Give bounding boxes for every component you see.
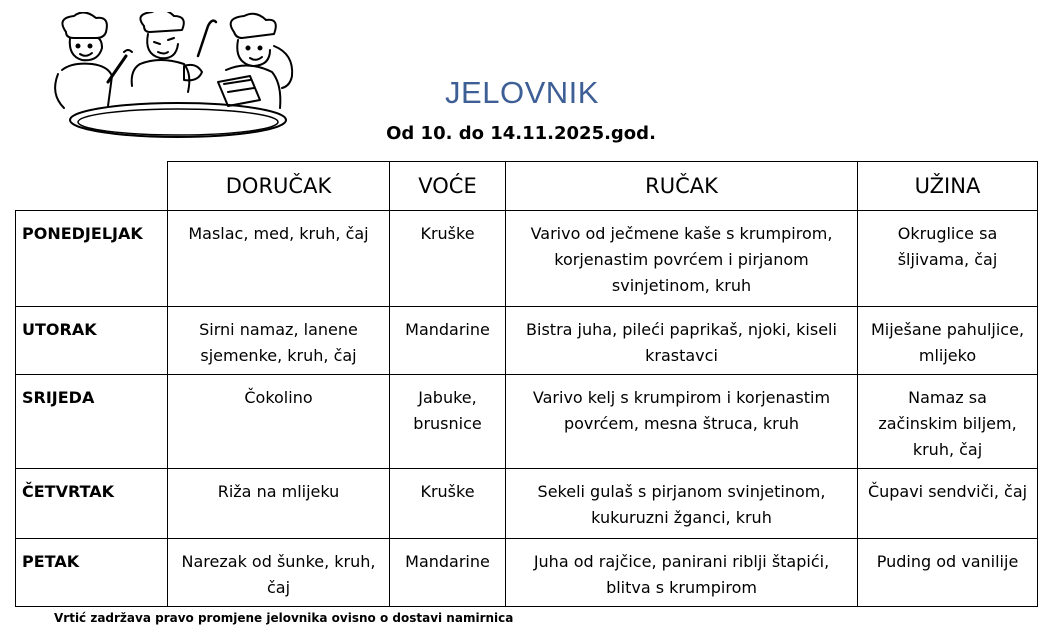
rucak-cell: Varivo od ječmene kaše s krumpirom, korjenastim povrćem i pirjanom svinjetinom, kruh: [506, 211, 858, 307]
day-cell: UTORAK: [16, 307, 168, 375]
corner-cell: [16, 162, 168, 211]
column-header-voce: VOĆE: [390, 162, 506, 211]
day-cell: SRIJEDA: [16, 375, 168, 469]
page-title: JELOVNIK: [445, 75, 599, 110]
dorucak-cell: Sirni namaz, lanene sjemenke, kruh, čaj: [168, 307, 390, 375]
column-header-dorucak: DORUČAK: [168, 162, 390, 211]
table-row: [16, 307, 1038, 375]
voce-cell: Mandarine: [390, 539, 506, 607]
dorucak-cell: Maslac, med, kruh, čaj: [168, 211, 390, 307]
column-header-uzina: UŽINA: [858, 162, 1038, 211]
voce-cell: Mandarine: [390, 307, 506, 375]
voce-cell: Jabuke, brusnice: [390, 375, 506, 469]
uzina-cell: Puding od vanilije: [858, 539, 1038, 607]
rucak-cell: Juha od rajčice, panirani riblji štapići, blitva s krumpirom: [506, 539, 858, 607]
table-row: [16, 539, 1038, 607]
date-range: Od 10. do 14.11.2025.god.: [386, 123, 656, 144]
table-row: [16, 375, 1038, 469]
rucak-cell: Varivo kelj s krumpirom i korjenastim povrćem, mesna štruca, kruh: [506, 375, 858, 469]
uzina-cell: Namaz sa začinskim biljem, kruh, čaj: [858, 375, 1038, 469]
header-row: [16, 162, 1038, 211]
dorucak-cell: Čokolino: [168, 375, 390, 469]
voce-cell: Kruške: [390, 469, 506, 539]
rucak-cell: Sekeli gulaš s pirjanom svinjetinom, kukuruzni žganci, kruh: [506, 469, 858, 539]
day-cell: ČETVRTAK: [16, 469, 168, 539]
table-row: [16, 469, 1038, 539]
rucak-cell: Bistra juha, pileći paprikaš, njoki, kiseli krastavci: [506, 307, 858, 375]
chefs-illustration: [48, 12, 310, 144]
table-row: [16, 211, 1038, 307]
dorucak-cell: Riža na mlijeku: [168, 469, 390, 539]
dorucak-cell: Narezak od šunke, kruh, čaj: [168, 539, 390, 607]
column-header-rucak: RUČAK: [506, 162, 858, 211]
day-cell: PONEDJELJAK: [16, 211, 168, 307]
voce-cell: Kruške: [390, 211, 506, 307]
uzina-cell: Miješane pahuljice, mlijeko: [858, 307, 1038, 375]
uzina-cell: Okruglice sa šljivama, čaj: [858, 211, 1038, 307]
day-cell: PETAK: [16, 539, 168, 607]
uzina-cell: Čupavi sendviči, čaj: [858, 469, 1038, 539]
footer-note: Vrtić zadržava pravo promjene jelovnika ovisno o dostavi namirnica: [54, 611, 514, 625]
menu-table: [15, 161, 1038, 607]
